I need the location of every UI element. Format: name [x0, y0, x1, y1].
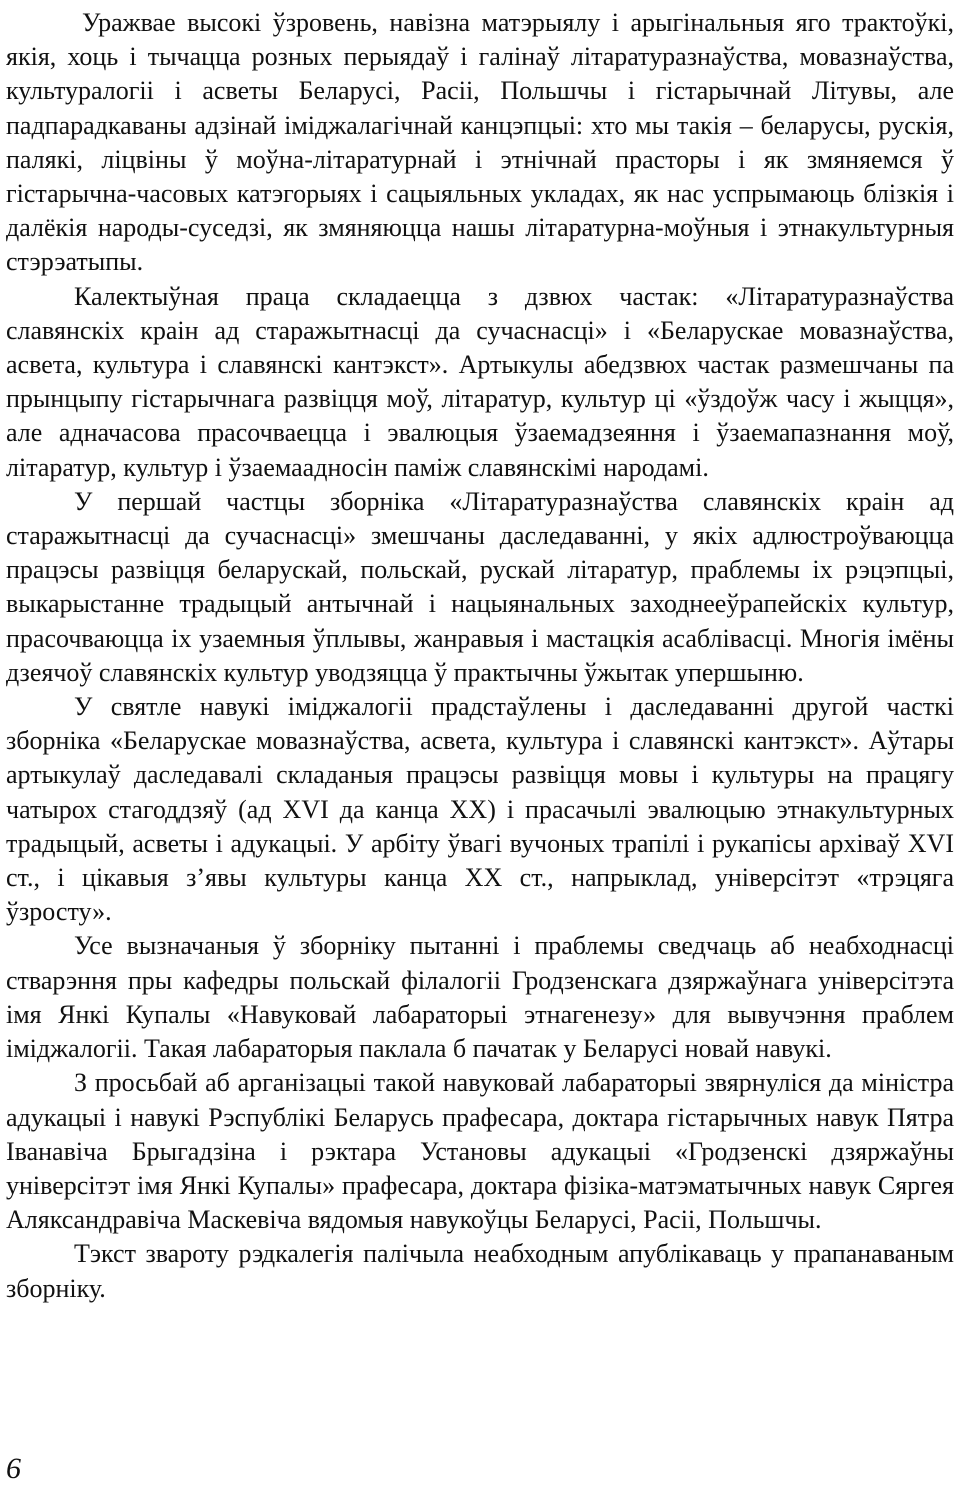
- paragraph-1: Уражвае высокі ўзровень, навізна матэрыялу і арыгінальныя яго трактоўкі, якія, хоць і тычацца розных перыядаў і галінаў літаратуразнаўства, мовазнаўства, культуралогіі і асветы Беларусі, Расіі, Польшчы і гістарычнай Літувы, але падпарадкаваны адзінай іміджалагічнай канцэпцыі: хто мы такія – беларусы, рускія, палякі, ліцвіны ў моўна-літаратурнай і этнічнай прасторы і як змяняемся ў гістарычна-часовых катэгорыях і сацыяльных укладах, як нас успрымаюць блізкія і далёкія народы-суседзі, як змяняюцца нашы літаратурна-моўныя і этнакультурныя стэрэатыпы.: [6, 8, 954, 277]
- paragraph-5: Усе вызначаныя ў зборніку пытанні і праблемы сведчаць аб неабходнасці стварэння пры кафедры польскай філалогіі Гродзенскага дзяржаўнага універсітэта імя Янкі Купалы «Навуковай лабараторыі этнагенезу» для вывучэння праблем іміджалогіі. Такая лабараторыя паклала б пачатак у Беларусі новай навукі.: [6, 931, 954, 1064]
- document-page: [6, 0, 954, 1491]
- paragraph-3: У першай частцы зборніка «Літаратуразнаўства славянскіх краін ад старажытнасці да сучаснасці» змешчаны даследаванні, у якіх адлюстроўваюцца працэсы развіцця беларускай, польскай, рускай літаратур, праблемы іх рэцэпцыі, выкарыстанне традыцый антычнай і нацыянальных заходнееўрапейскіх культур, прасочваюцца іх узаемныя ўплывы, жанравыя і мастацкія асаблівасці. Многія імёны дзеячоў славянскіх культур уводзяцца ў практычны ўжытак упершыню.: [6, 486, 954, 687]
- body-text: [6, 6, 954, 1306]
- paragraph-7: Тэкст звароту рэдкалегія палічыла неабходным апублікаваць у прапанаваным зборніку.: [6, 1239, 954, 1303]
- paragraph-4: У святле навукі іміджалогіі прадстаўлены і даследаванні другой часткі зборніка «Беларускае мовазнаўства, асвета, культура і славянскі кантэкст». Аўтары артыкулаў даследавалі складаныя працэсы развіцця мовы і культуры на працягу чатырох стагоддзяў (ад XVI да канца XX) і прасачылі эвалюцыю этнакультурных традыцый, асветы і адукацыі. У арбіту ўвагі вучоных трапілі і рукапісы архіваў XVI ст., і цікавыя з’явы культуры канца XX ст., напрыклад, універсітэт «трэцяга ўзросту».: [6, 692, 954, 927]
- paragraph-6: З просьбай аб арганізацыі такой навуковай лабараторыі звярнуліся да міністра адукацыі і навукі Рэспублікі Беларусь прафесара, доктара гістарычных навук Пятра Іванавіча Брыгадзіна і рэктара Установы адукацыі «Гродзенскі дзяржаўны універсітэт імя Янкі Купалы» прафесара, доктара фізіка-матэматычных навук Сяргея Аляксандравіча Маскевіча вядомыя навукоўцы Беларусі, Расіі, Польшчы.: [6, 1068, 954, 1235]
- paragraph-2: Калектыўная праца складаецца з дзвюх частак: «Літаратуразнаўства славянскіх краін ад старажытнасці да сучаснасці» і «Беларускае мовазнаўства, асвета, культура і славянскі кантэкст». Артыкулы абедзвюх частак размешчаны па прынцыпу гістарычнага развіцця моў, літаратур, культур ці «ўздоўж часу і жыцця», але адначасова прасочваецца і эвалюцыя ўзаемадзеяння і ўзаемапазнання моў, літаратур, культур і ўзаемаадносін паміж славянскімі народамі.: [6, 281, 954, 482]
- page-number: 6: [6, 1452, 21, 1485]
